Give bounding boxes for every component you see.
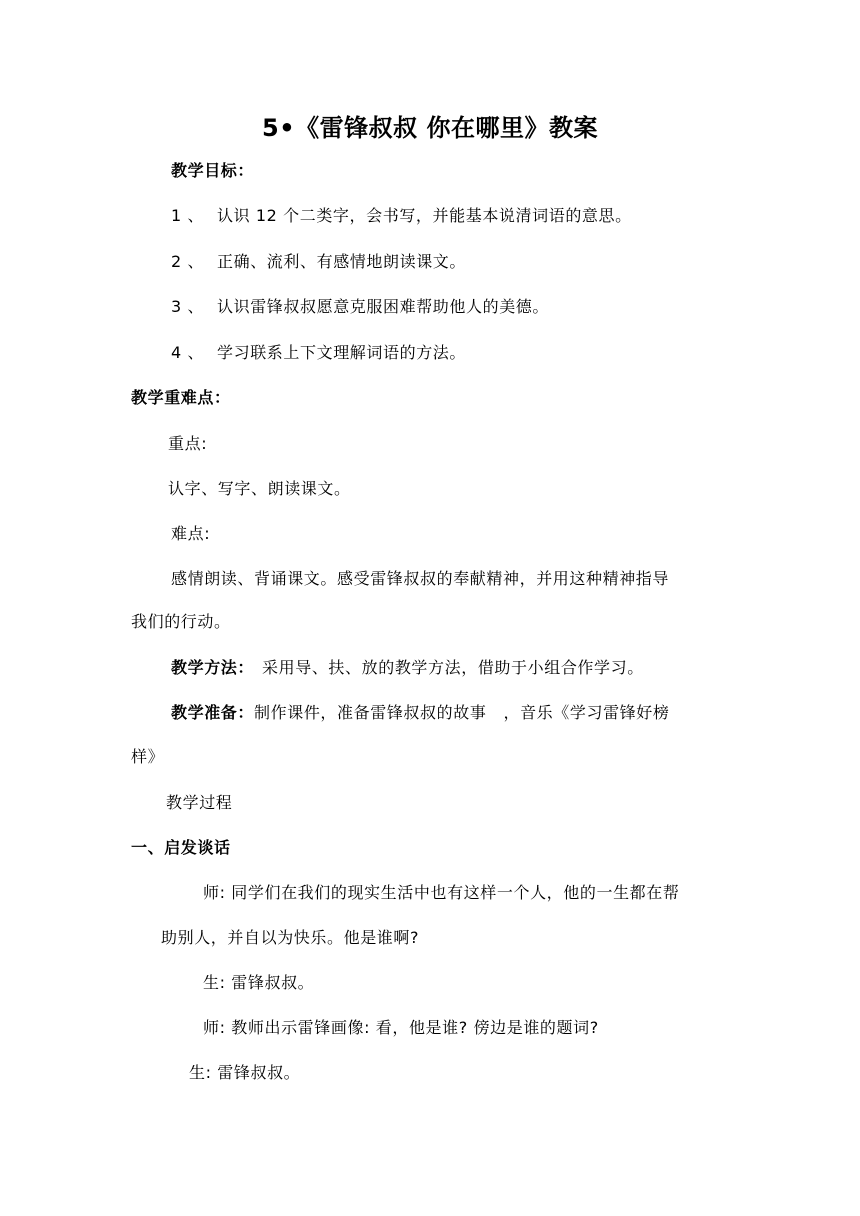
teaching-method	[171, 657, 644, 679]
objective-item-4	[171, 342, 466, 364]
objective-number: 4 、	[171, 343, 205, 362]
teaching-preparation-line2: 样》	[131, 747, 165, 766]
dialogue-line-5: 生: 雷锋叔叔。	[189, 1063, 301, 1082]
objective-text: 学习联系上下文理解词语的方法。	[217, 343, 467, 362]
dialogue-line-3: 生: 雷锋叔叔。	[203, 973, 315, 992]
difficult-point-text-line1: 感情朗读、背诵课文。感受雷锋叔叔的奉献精神，并用这种精神指导	[171, 569, 670, 588]
objective-item-1	[171, 205, 632, 227]
objective-text: 正确、流利、有感情地朗读课文。	[217, 252, 467, 271]
teaching-method-text: 采用导、扶、放的教学方法，借助于小组合作学习。	[262, 658, 644, 677]
dialogue-line-1: 师: 同学们在我们的现实生活中也有这样一个人，他的一生都在帮	[203, 883, 680, 902]
key-points-heading: 教学重难点：	[131, 388, 231, 407]
dialogue-line-4: 师: 教师出示雷锋画像: 看，他是谁? 傍边是谁的题词?	[203, 1018, 599, 1037]
dialogue-line-2: 助别人，并自以为快乐。他是谁啊?	[161, 928, 420, 947]
objectives-heading: 教学目标：	[171, 161, 255, 180]
key-point-text: 认字、写字、朗读课文。	[168, 479, 351, 498]
document-title: 5•《雷锋叔叔 你在哪里》教案	[262, 114, 598, 142]
difficult-point-text-line2: 我们的行动。	[131, 612, 231, 631]
objective-text: 认识 12 个二类字，会书写，并能基本说清词语的意思。	[217, 206, 632, 225]
teaching-preparation	[171, 702, 669, 724]
objective-number: 3 、	[171, 297, 205, 316]
objective-text: 认识雷锋叔叔愿意克服困难帮助他人的美德。	[217, 297, 550, 316]
teaching-method-label: 教学方法：	[171, 658, 255, 677]
objective-number: 1 、	[171, 206, 205, 225]
objective-item-2	[171, 251, 466, 273]
objective-item-3	[171, 296, 549, 318]
teaching-preparation-label: 教学准备：	[171, 703, 255, 722]
objective-number: 2 、	[171, 252, 205, 271]
teaching-preparation-text: 制作课件，准备雷锋叔叔的故事 ，音乐《学习雷锋好榜	[254, 703, 670, 722]
key-point-label: 重点:	[168, 434, 208, 453]
process-heading: 教学过程	[166, 793, 233, 812]
difficult-point-label: 难点:	[171, 524, 211, 543]
section-heading-1: 一、启发谈话	[131, 838, 231, 857]
